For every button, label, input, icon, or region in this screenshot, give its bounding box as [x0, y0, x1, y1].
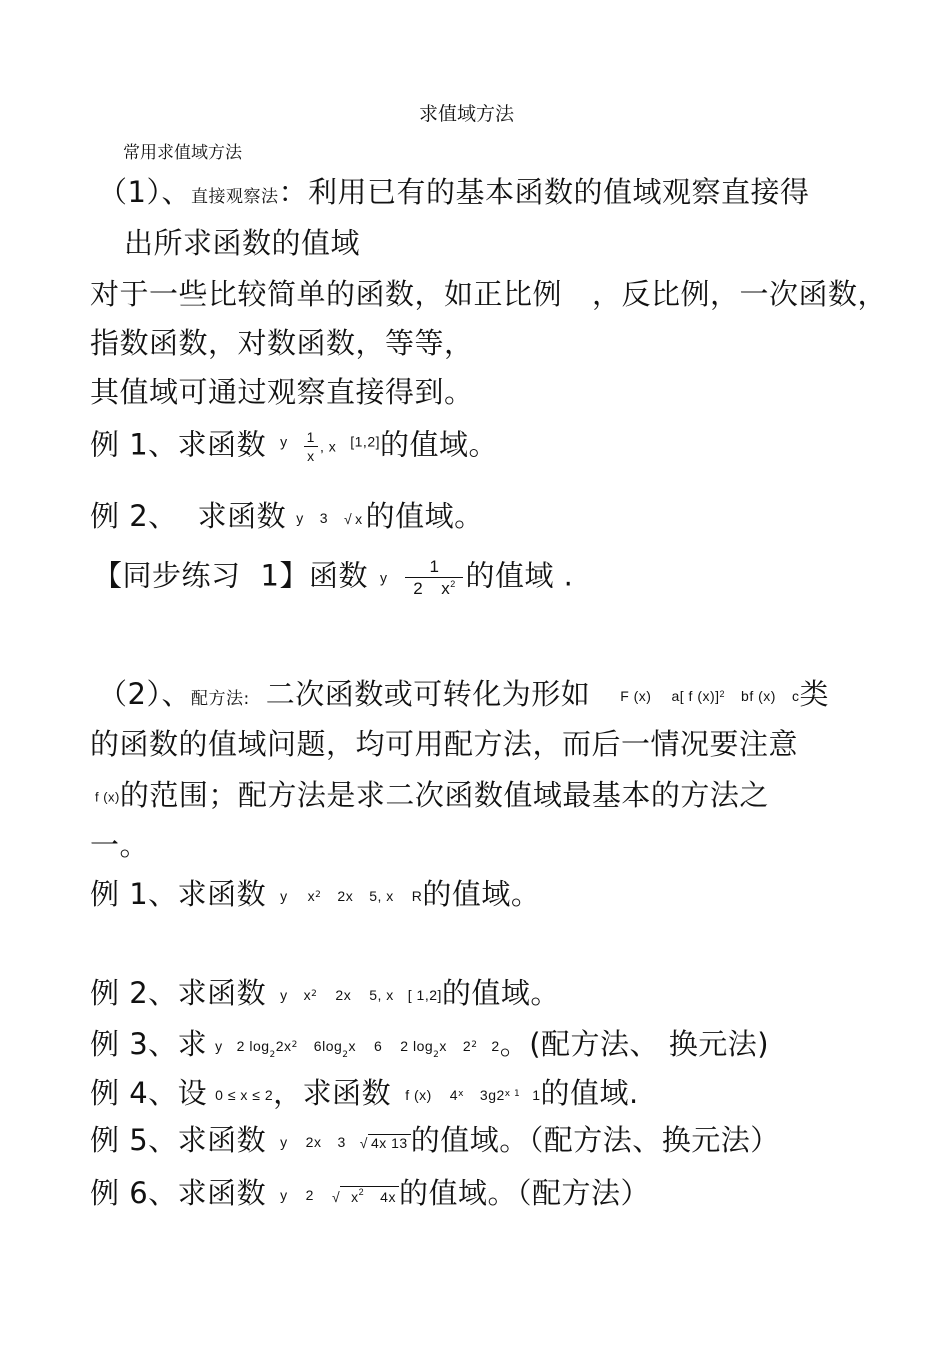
s1-practice-1: 【同步练习 1】函数 y $\frac{1}{2 x^2}$ 的值域 . [93, 557, 574, 598]
s2-example-3: 例 3、求 y 2 $\log_22x^2$ $6\log_2x$ 6 2 $\log_2x$ $2^2$ 2。(配方法、 换元法) [90, 1027, 770, 1061]
fraction: $\frac{1}{2 x^2}$ [405, 558, 463, 597]
section2-name: 配方法 [190, 689, 244, 709]
sqrt-symbol: √ 4x 13 [360, 1135, 411, 1151]
s2-example-4: 例 4、设 0 ≤ x ≤ 2，求函数 f (x) 4$^x$ $3g2^{x 1}$ 1的值域. [90, 1076, 639, 1110]
section1-desc-cont: 出所求函数的值域 [124, 226, 361, 260]
sqrt-symbol: √ $x^2$ 4x [332, 1189, 399, 1205]
fraction: $\frac{1}{x}$ [304, 430, 318, 463]
section1-desc: 利用已有的基本函数的值域观察直接得 [307, 175, 810, 209]
section1-para2: 指数函数，对数函数，等等， [90, 326, 474, 360]
section2-desc: 二次函数或可转化为形如 [265, 677, 591, 711]
s1-example-2: 例 2、 求函数 y 3 √ x 的值域。 [90, 499, 484, 533]
sqrt-symbol: √ x [343, 510, 363, 527]
section1-para3: 其值域可通过观察直接得到。 [90, 375, 474, 409]
section1-heading: （1）、直接观察法：利用已有的基本函数的值域观察直接得 [98, 175, 810, 209]
s2-example-2: 例 2、求函数 y $x^2$ 2x 5, x [ 1,2]的值域。 [90, 976, 560, 1010]
section1-name: 直接观察法 [190, 187, 279, 207]
page-title: 求值域方法 [419, 103, 515, 125]
s2-example-6: 例 6、求函数 y 2 √ $x^2$ 4x 的值域。（配方法） [90, 1176, 650, 1210]
s2-example-1: 例 1、求函数 y $x^2$ 2x 5, x R的值域。 [90, 877, 541, 911]
subtitle: 常用求值域方法 [123, 143, 242, 163]
s2-example-5: 例 5、求函数 y 2x 3 √ 4x 13 的值域。（配方法、换元法） [90, 1123, 780, 1157]
section1-para1: 对于一些比较简单的函数，如正比例 ，反比例，一次函数， [90, 277, 888, 311]
s1-example-1: 例 1、求函数 $^y$ $\frac{1}{x}$ , x [1,2]的值域。 [90, 427, 499, 464]
section2-desc-cont3: 一。 [90, 828, 150, 862]
section1-number: （1）、 [98, 175, 191, 209]
section2-number: （2）、 [98, 677, 191, 711]
section2-desc-cont2: f (x)的范围；配方法是求二次函数值域最基本的方法之 [95, 778, 769, 812]
section2-desc-cont: 的函数的值域问题，均可用配方法，而后一情况要注意 [90, 727, 799, 761]
section2-heading: （2）、配方法: 二次函数或可转化为形如 F (x) a[ f (x)]$^2$ bf (x) c类 [98, 677, 829, 711]
